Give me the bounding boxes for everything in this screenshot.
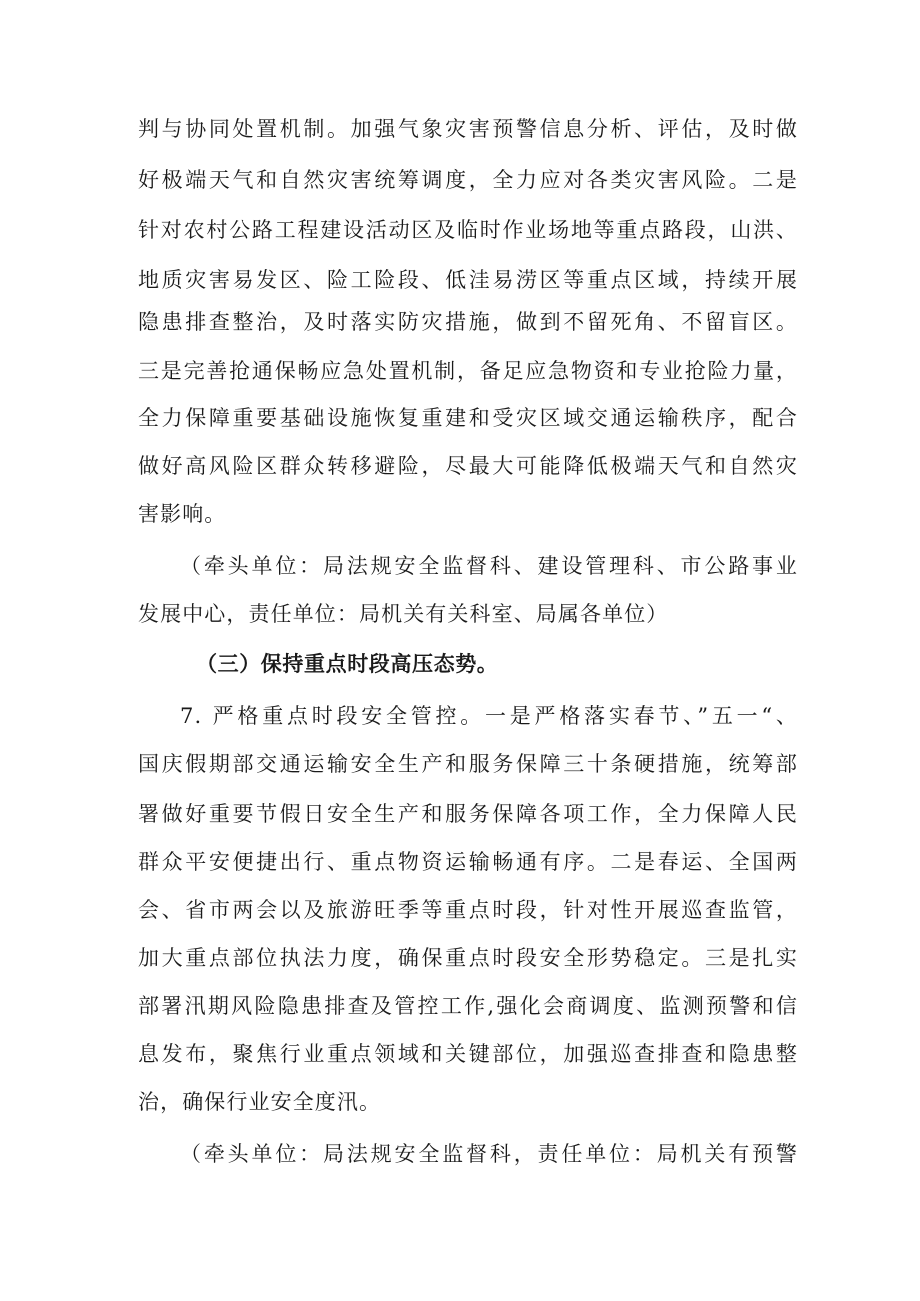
body-line: 治，确保行业安全度汛。 bbox=[138, 1090, 382, 1114]
note-line: 发展中心，责任单位：局机关有关科室、局属各单位） bbox=[138, 602, 669, 626]
body-line: 判与协同处置机制。加强气象灾害预警信息分析、评估，及时做 bbox=[138, 117, 798, 141]
body-line: 害影响。 bbox=[138, 502, 227, 526]
body-line: 好极端天气和自然灾害统筹调度，全力应对各类灾害风险。二是 bbox=[138, 168, 798, 192]
body-line: 全力保障重要基础设施恢复重建和受灾区域交通运输秩序，配合 bbox=[138, 406, 798, 430]
body-line: 息发布，聚焦行业重点领域和关键部位，加强巡查排查和隐患整 bbox=[138, 1042, 798, 1066]
body-line: 7. 严格重点时段安全管控。一是严格落实春节、”五一“、 bbox=[180, 704, 798, 728]
body-line: 群众平安便捷出行、重点物资运输畅通有序。二是春运、全国两 bbox=[138, 850, 798, 874]
body-line: 隐患排查整治，及时落实防灾措施，做到不留死角、不留盲区。 bbox=[138, 310, 798, 334]
note-line: （牵头单位：局法规安全监督科、建设管理科、市公路事业 bbox=[180, 554, 798, 578]
body-line: 地质灾害易发区、险工险段、低洼易涝区等重点区域，持续开展 bbox=[138, 268, 798, 292]
body-line: 针对农村公路工程建设活动区及临时作业场地等重点路段，山洪、 bbox=[138, 218, 798, 242]
body-line: 部署汛期风险隐患排查及管控工作,强化会商调度、监测预警和信 bbox=[138, 994, 798, 1018]
body-line: 署做好重要节假日安全生产和服务保障各项工作，全力保障人民 bbox=[138, 802, 798, 826]
body-line: 做好高风险区群众转移避险，尽最大可能降低极端天气和自然灾 bbox=[138, 454, 798, 478]
body-line: 三是完善抢通保畅应急处置机制，备足应急物资和专业抢险力量， bbox=[138, 359, 798, 383]
body-line: 加大重点部位执法力度，确保重点时段安全形势稳定。三是扎实 bbox=[138, 946, 798, 970]
body-line: 会、省市两会以及旅游旺季等重点时段，针对性开展巡查监管， bbox=[138, 898, 798, 922]
note-line: （牵头单位：局法规安全监督科，责任单位：局机关有预警 bbox=[180, 1142, 798, 1166]
body-line: 国庆假期部交通运输安全生产和服务保障三十条硬措施，统筹部 bbox=[138, 752, 798, 776]
section-heading: （三）保持重点时段高压态势。 bbox=[196, 652, 499, 676]
